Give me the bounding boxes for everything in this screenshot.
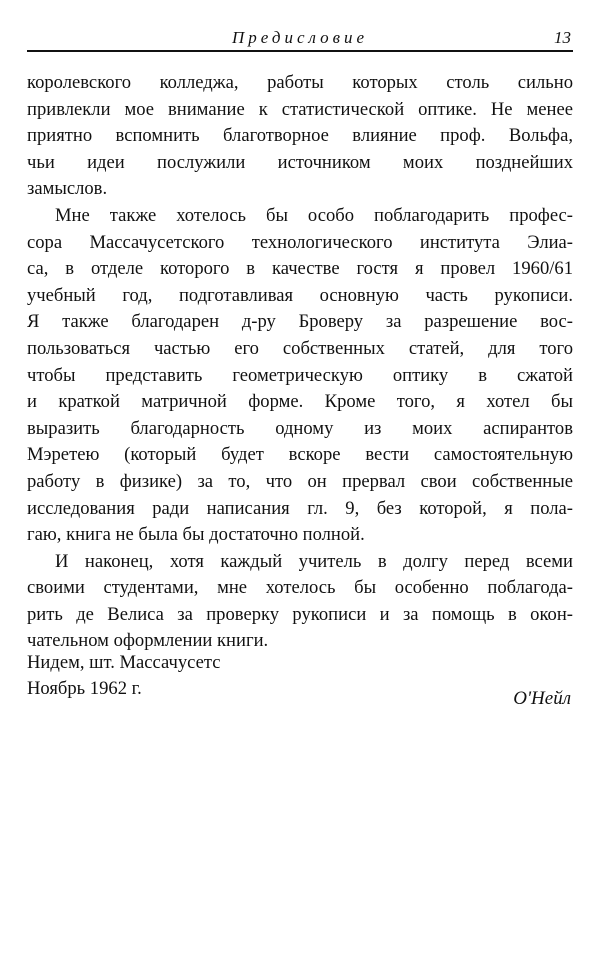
text-line: чтобы представить геометрическую оптику в сжатой (27, 364, 573, 386)
running-header-title: Предисловие (231, 28, 369, 47)
paragraph-2 (27, 203, 573, 549)
text-line: Мне также хотелось бы особо поблагодарить профес- (55, 204, 573, 226)
text-line: исследования ради написания гл. 9, без которой, я пола- (27, 497, 573, 519)
text-line: выразить благодарность одному из моих аспирантов (27, 417, 573, 439)
author-signature: О'Нейл (513, 688, 571, 709)
text-line: чьи идеи послужили источником моих позднейших (27, 151, 573, 173)
text-line: чательном оформлении книги. (27, 630, 269, 652)
paragraph-3 (27, 549, 573, 655)
text-line: учебный год, подготавливая основную часть рукописи. (27, 284, 573, 306)
text-line: работу в физике) за то, что он прервал свои собственные (27, 470, 573, 492)
text-line: своими студентами, мне хотелось бы особенно поблагода- (27, 577, 573, 599)
text-line: королевского колледжа, работы которых столь сильно (27, 72, 573, 93)
text-line: сора Массачусетского технологического института Элиа- (27, 231, 573, 253)
text-line: пользоваться частью его собственных статей, для того (27, 337, 573, 359)
text-line: привлекли мое внимание к статистической оптике. Не менее (27, 98, 573, 120)
text-line: приятно вспомнить благотворное влияние проф. Вольфа, (27, 125, 573, 147)
text-line: замыслов. (27, 178, 108, 200)
text-line: и краткой матричной форме. Кроме того, я хотел бы (27, 391, 573, 413)
header-rule (27, 50, 573, 52)
text-line: рить де Велиса за проверку рукописи и за помощь в окон- (27, 603, 573, 625)
closing-date: Ноябрь 1962 г. (27, 678, 142, 699)
text-line: са, в отделе которого в качестве гостя я провел 1960/61 (27, 258, 573, 280)
page-number: 13 (554, 28, 571, 47)
text-line: Я также благодарен д-ру Броверу за разрешение вос- (27, 311, 573, 333)
running-header (27, 24, 573, 52)
text-line: И наконец, хотя каждый учитель в долгу перед всеми (55, 550, 573, 572)
closing-place: Нидем, шт. Массачусетс (27, 652, 221, 673)
text-line: Мэретею (который будет вскоре вести самостоятельную (27, 444, 573, 466)
paragraph-1 (27, 70, 573, 203)
body-text (27, 70, 573, 655)
text-line: гаю, книга не была бы достаточно полной. (27, 524, 365, 546)
